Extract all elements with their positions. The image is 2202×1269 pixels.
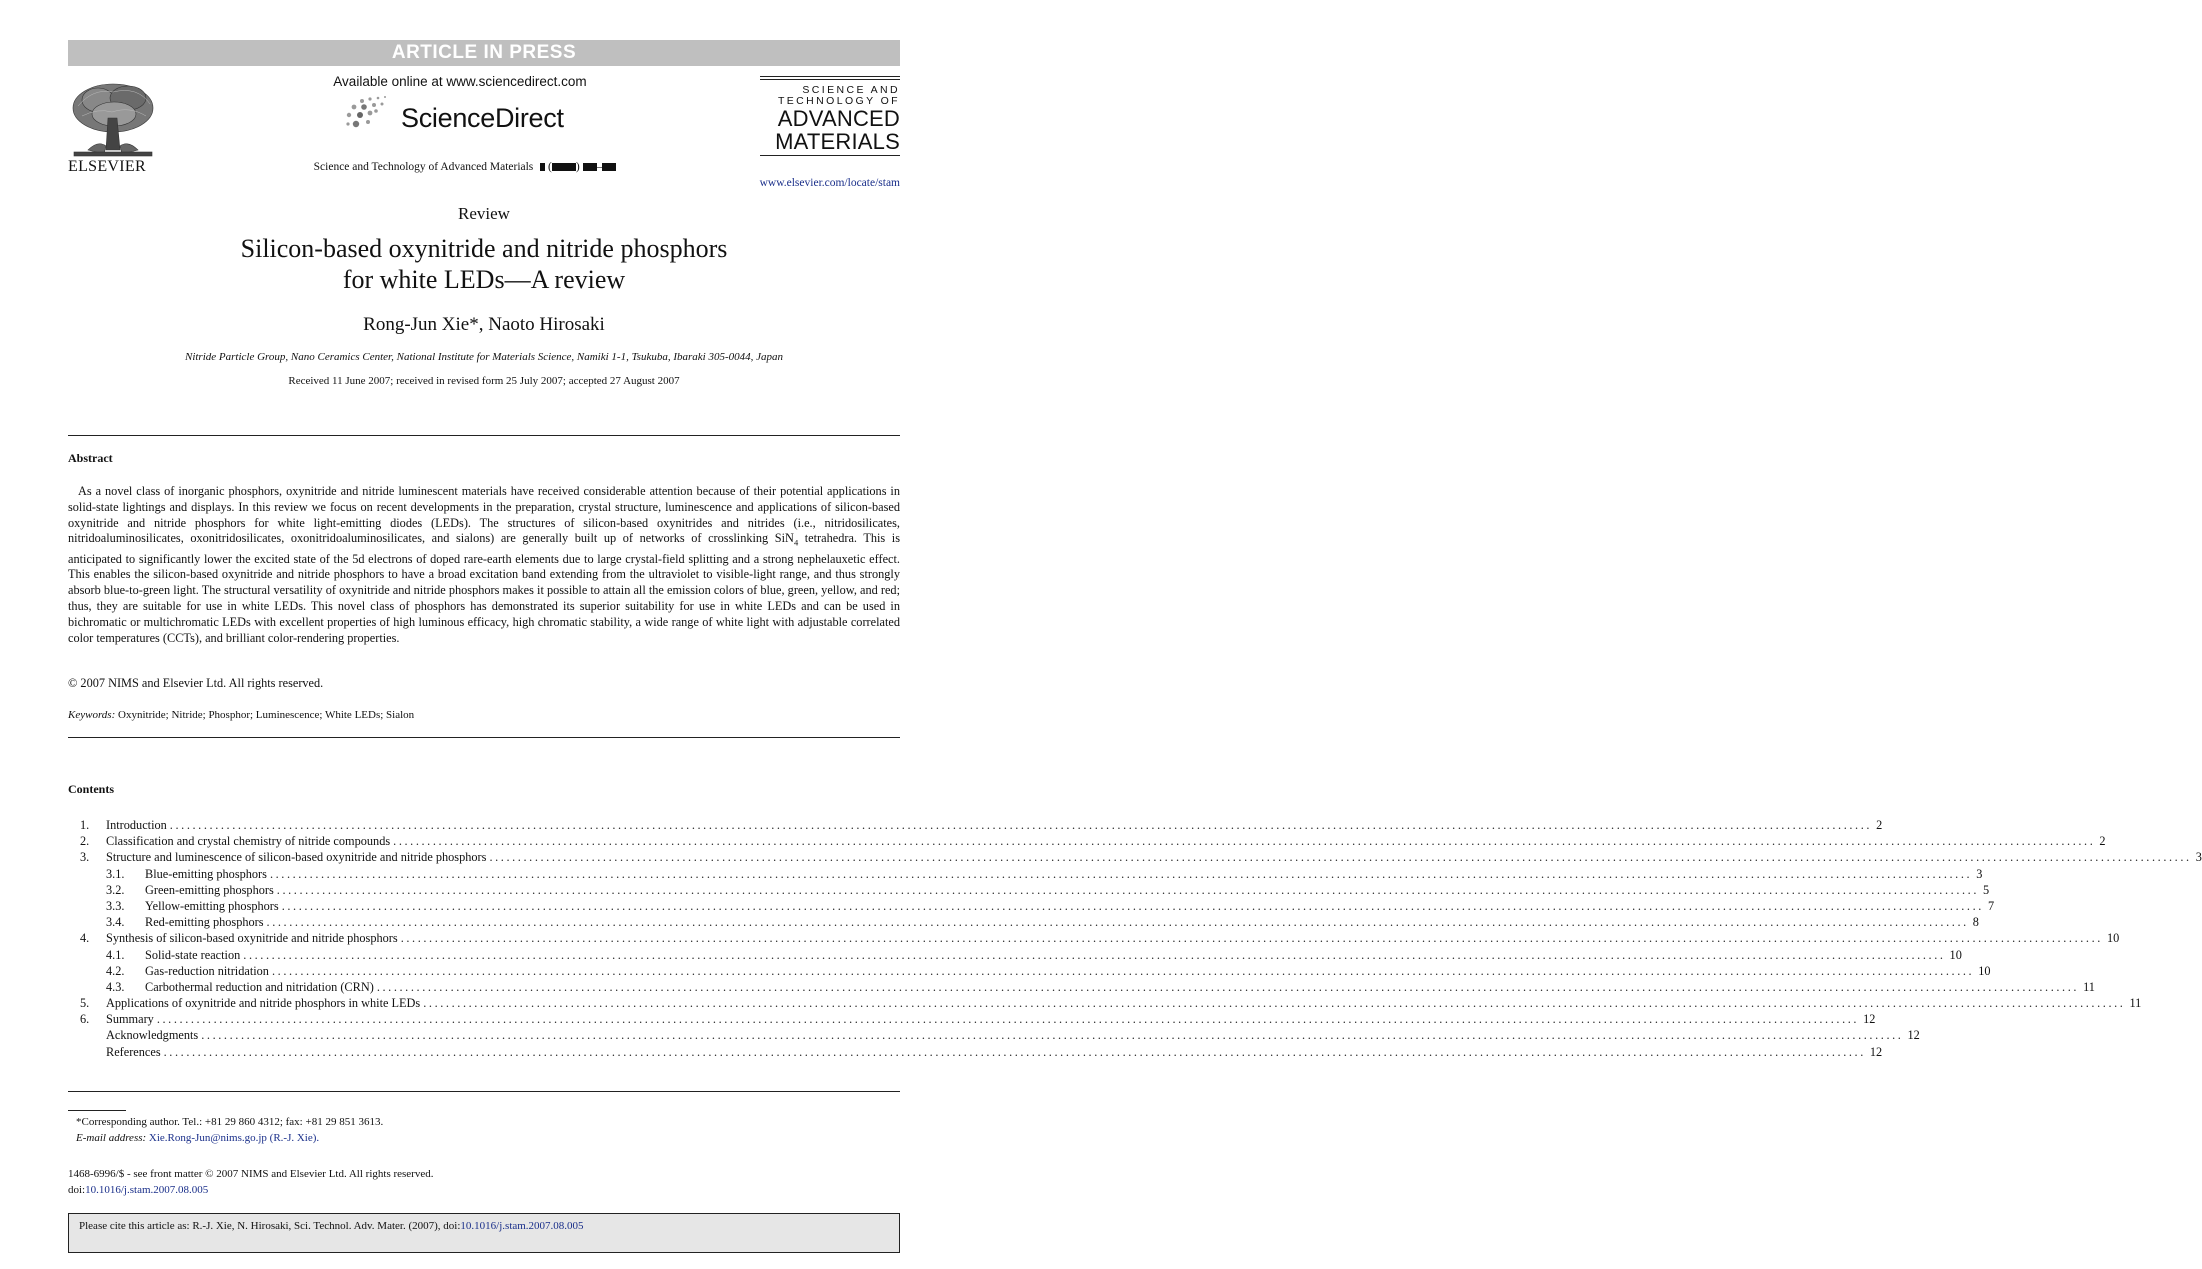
- toc-entry[interactable]: [68, 1044, 1883, 1061]
- email-line: [76, 1132, 319, 1144]
- toc-entry-number: 4.3.: [106, 979, 125, 994]
- toc-entry-title: Green-emitting phosphors: [145, 882, 274, 897]
- abstract-text-part-1: As a novel class of inorganic phosphors, oxynitride and nitride luminescent materials have received considerable attention because of their potential applications in solid-state lightings and displays. In this review we focus on recent developments in the preparation, crystal structure, luminescence and applications of silicon-based oxynitride and nitride phosphors for white light-emitting diodes (LEDs). The structures of silicon-based oxynitrides and nitrides (i.e., nitridosilicates, nitridoaluminosilicates, oxonitridosilicates, oxonitridoaluminosilicates, and sialons) are generally built up of networks of crosslinking SiN: [68, 484, 900, 546]
- keywords-label: Keywords:: [68, 709, 116, 721]
- abstract-top-rule: [68, 435, 900, 436]
- toc-leader-dots: ............................................................................................................................................................................................................................................................................................................: [266, 915, 1969, 930]
- available-online-text: Available online at www.sciencedirect.com: [333, 74, 587, 89]
- toc-entry[interactable]: [68, 834, 2106, 850]
- keywords-list: Oxynitride; Nitride; Phosphor; Luminescence; White LEDs; Sialon: [118, 709, 415, 721]
- toc-entry-number: 4.1.: [106, 947, 125, 962]
- footnote-rule: [68, 1110, 126, 1111]
- page-end-placeholder-block: [602, 163, 616, 171]
- doi-label: doi:: [68, 1184, 86, 1196]
- toc-entry-page: 2: [1876, 818, 1883, 832]
- toc-leader-dots: ............................................................................................................................................................................................................................................................................................................: [423, 996, 2126, 1011]
- toc-leader-dots: ............................................................................................................................................................................................................................................................................................................: [271, 963, 1975, 978]
- toc-leader-dots: ............................................................................................................................................................................................................................................................................................................: [201, 1028, 1904, 1043]
- toc-entry[interactable]: [68, 818, 1883, 834]
- toc-entry[interactable]: [68, 996, 2142, 1012]
- keywords-line: [68, 709, 414, 721]
- toc-entry-page: 10: [1949, 947, 1962, 962]
- journal-citation-line: Science and Technology of Advanced Materials ( ) –: [200, 161, 730, 173]
- cite-text: Please cite this article as: R.-J. Xie, N. Hirosaki, Sci. Technol. Adv. Mater. (2007), doi:: [79, 1220, 461, 1232]
- abstract-heading: Abstract: [68, 451, 113, 465]
- toc-leader-dots: ............................................................................................................................................................................................................................................................................................................: [376, 979, 2080, 994]
- toc-entry-page: 7: [1987, 898, 1995, 913]
- volume-placeholder-block: [540, 163, 545, 171]
- toc-leader-dots: ............................................................................................................................................................................................................................................................................................................: [400, 931, 2103, 946]
- toc-entry-number: 6.: [80, 1012, 90, 1027]
- toc-entry-title: Yellow-emitting phosphors: [145, 898, 279, 913]
- toc-leader-dots: ............................................................................................................................................................................................................................................................................................................: [281, 898, 1984, 913]
- article-title-line-2: for white LEDs—A review: [342, 265, 626, 294]
- journal-logo-line-3: ADVANCED: [777, 106, 900, 131]
- article-in-press-banner: ARTICLE IN PRESS: [68, 40, 900, 66]
- table-of-contents: [68, 818, 2202, 1061]
- toc-entry-title: Structure and luminescence of silicon-based oxynitride and nitride phosphors: [106, 850, 487, 865]
- journal-logo-top-rule: [760, 76, 900, 77]
- toc-entry-number: 1.: [80, 818, 90, 832]
- cite-this-article-box: [68, 1213, 900, 1253]
- toc-entry-title: Solid-state reaction: [145, 947, 241, 962]
- toc-entry-page: 5: [1983, 882, 1990, 897]
- sciencedirect-wordmark: ScienceDirect: [401, 103, 564, 133]
- abstract-text: [68, 484, 900, 646]
- toc-entry-number: 3.2.: [106, 882, 125, 897]
- year-placeholder-block: [552, 163, 576, 171]
- toc-entry-page: 12: [1869, 1044, 1883, 1059]
- elsevier-tree-logo: [68, 78, 158, 160]
- contents-heading: Contents: [68, 782, 115, 796]
- received-dates: Received 11 June 2007; received in revised form 25 July 2007; accepted 27 August 2007: [288, 375, 680, 387]
- toc-entry-page: 3: [1976, 866, 1983, 881]
- toc-entry[interactable]: [68, 1012, 1876, 1028]
- toc-entry-number: 4.: [80, 931, 90, 946]
- toc-entry-title: Synthesis of silicon-based oxynitride and nitride phosphors: [106, 931, 398, 946]
- article-title-line-1: Silicon-based oxynitride and nitride phosphors: [240, 234, 728, 263]
- toc-entry[interactable]: [68, 915, 1979, 931]
- cite-doi-link[interactable]: 10.1016/j.stam.2007.08.005: [460, 1220, 584, 1232]
- toc-entry-number: 4.2.: [106, 963, 125, 978]
- toc-entry-page: 8: [1972, 915, 1979, 930]
- toc-entry-title: Gas-reduction nitridation: [145, 963, 269, 978]
- journal-logo: [760, 76, 900, 158]
- toc-entry[interactable]: [68, 947, 1962, 964]
- journal-name: Science and Technology of Advanced Materials: [313, 161, 534, 173]
- toc-entry-title: Carbothermal reduction and nitridation (CRN): [145, 979, 374, 994]
- email-link[interactable]: Xie.Rong-Jun@nims.go.jp (R.-J. Xie).: [148, 1132, 320, 1144]
- toc-entry[interactable]: [68, 979, 2095, 996]
- abstract-bottom-rule: [68, 737, 900, 738]
- toc-entry-page: 12: [1863, 1012, 1876, 1027]
- toc-entry[interactable]: [68, 850, 2202, 866]
- email-label: E-mail address:: [76, 1132, 147, 1144]
- toc-leader-dots: ............................................................................................................................................................................................................................................................................................................: [269, 866, 1973, 881]
- journal-logo-line-4: MATERIALS: [775, 129, 900, 154]
- toc-entry-page: 12: [1907, 1028, 1920, 1043]
- journal-logo-second-rule: [760, 79, 900, 80]
- toc-entry-page: 2: [2099, 834, 2106, 849]
- toc-leader-dots: ............................................................................................................................................................................................................................................................................................................: [163, 1044, 1866, 1059]
- contents-bottom-rule: [68, 1091, 900, 1092]
- toc-entry-title: Classification and crystal chemistry of nitride compounds: [106, 834, 391, 849]
- toc-entry-page: 10: [1978, 963, 1991, 978]
- toc-entry-title: Red-emitting phosphors: [145, 915, 264, 930]
- page-start-placeholder-block: [583, 163, 597, 171]
- issn-line: 1468-6996/$ - see front matter © 2007 NIMS and Elsevier Ltd. All rights reserved.: [68, 1168, 434, 1180]
- toc-leader-dots: ............................................................................................................................................................................................................................................................................................................: [276, 882, 1980, 897]
- elsevier-wordmark: ELSEVIER: [68, 158, 146, 175]
- abstract-subscript: 4: [793, 537, 799, 548]
- journal-logo-line-1: SCIENCE AND: [802, 84, 900, 96]
- article-authors: Rong-Jun Xie*, Naoto Hirosaki: [363, 314, 605, 335]
- abstract-text-part-2: tetrahedra. This is anticipated to significantly lower the excited state of the 5d electrons of doped rare-earth elements due to large crystal-field splitting and a strong nephelauxetic effect. This enables the silicon-based oxynitride and nitride phosphors to have a broad excitation band extending from the ultraviolet to visible-light range, and thus strongly absorb blue-to-green light. The structural versatility of oxynitride and nitride phosphors makes it possible to attain all the emission colors of blue, green, yellow, and red; thus, they are suitable for use in white LEDs. This novel class of phosphors has demonstrated its superior suitability for use in white LEDs and can be used in bichromatic or multichromatic LEDs with excellent properties of high luminous efficacy, high chromatic stability, a wide range of white light with adjustable correlated color temperatures (CCTs), and brilliant color-rendering properties.: [68, 531, 901, 645]
- toc-entry[interactable]: [68, 931, 2120, 947]
- toc-entry-title: Summary: [106, 1012, 154, 1027]
- abstract-copyright: © 2007 NIMS and Elsevier Ltd. All rights reserved.: [68, 676, 324, 690]
- doi-line: [68, 1184, 208, 1196]
- toc-leader-dots: ............................................................................................................................................................................................................................................................................................................: [489, 850, 2192, 865]
- journal-url-link[interactable]: www.elsevier.com/locate/stam: [759, 177, 900, 189]
- toc-entry-title: Applications of oxynitride and nitride phosphors in white LEDs: [106, 996, 421, 1011]
- journal-logo-line-2: TECHNOLOGY OF: [777, 95, 900, 107]
- toc-entry-number: 3.4.: [106, 915, 125, 930]
- author-affiliation: Nitride Particle Group, Nano Ceramics Center, National Institute for Materials Science, Namiki 1-1, Tsukuba, Ibaraki 305-0044, Japan: [184, 351, 784, 363]
- toc-leader-dots: ............................................................................................................................................................................................................................................................................................................: [169, 818, 1873, 832]
- toc-entry-number: 3.: [80, 850, 90, 865]
- toc-entry-title: References: [106, 1044, 161, 1059]
- toc-entry-title: Acknowledgments: [106, 1028, 199, 1043]
- toc-entry-number: 5.: [80, 996, 90, 1011]
- toc-entry-page: 3: [2195, 850, 2202, 865]
- toc-leader-dots: ............................................................................................................................................................................................................................................................................................................: [393, 834, 2096, 849]
- toc-entry-number: 3.1.: [106, 866, 125, 881]
- article-type: Review: [458, 204, 510, 223]
- toc-entry-title: Introduction: [106, 818, 167, 832]
- toc-entry[interactable]: [68, 882, 1990, 899]
- toc-entry-page: 11: [2129, 996, 2142, 1011]
- doi-link[interactable]: 10.1016/j.stam.2007.08.005: [85, 1184, 209, 1196]
- journal-logo-bottom-rule: [760, 155, 900, 156]
- toc-entry-number: 2.: [80, 834, 90, 849]
- toc-leader-dots: ............................................................................................................................................................................................................................................................................................................: [243, 947, 1946, 962]
- toc-entry[interactable]: [68, 963, 1991, 980]
- article-title: [68, 233, 900, 295]
- toc-entry[interactable]: [68, 898, 1995, 915]
- toc-entry-title: Blue-emitting phosphors: [145, 866, 267, 881]
- toc-entry[interactable]: [68, 1028, 1920, 1044]
- toc-entry-page: 11: [2083, 979, 2095, 994]
- sciencedirect-dots-logo: [340, 93, 400, 133]
- toc-entry-page: 10: [2106, 931, 2120, 946]
- toc-entry[interactable]: [68, 866, 1983, 883]
- toc-leader-dots: ............................................................................................................................................................................................................................................................................................................: [156, 1012, 1860, 1027]
- corresponding-author-note: *Corresponding author. Tel.: +81 29 860 4312; fax: +81 29 851 3613.: [76, 1116, 384, 1128]
- toc-entry-number: 3.3.: [106, 898, 125, 913]
